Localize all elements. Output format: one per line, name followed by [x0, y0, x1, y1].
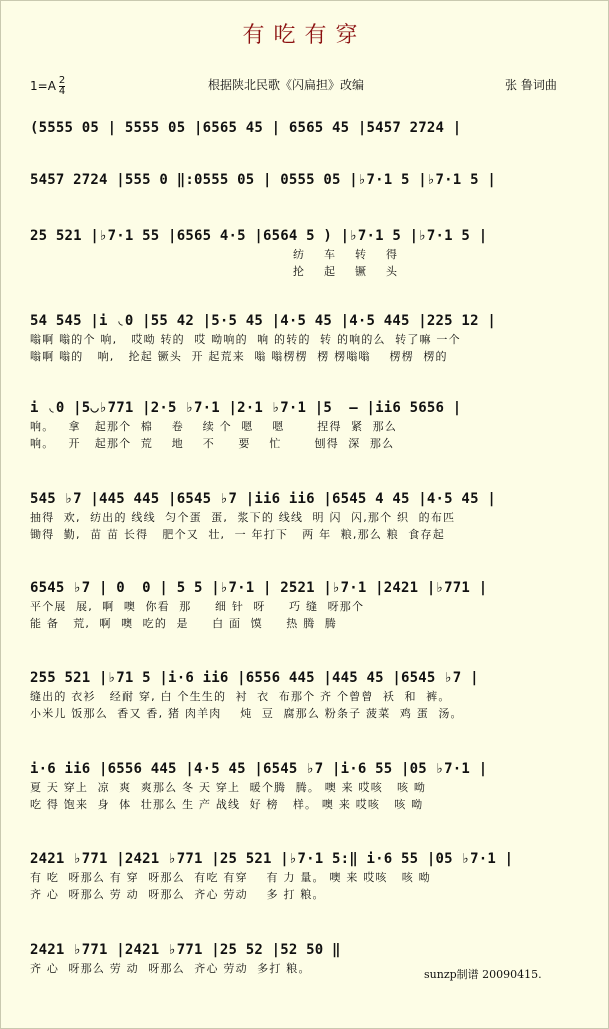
notation-line: 255 521 |♭71 5 |i·6 ii6 |6556 445 |445 45 |6545 ♭7 | [30, 670, 479, 686]
composer-credit: 张 鲁词曲 [505, 78, 557, 92]
lyric-line: 纺 车 转 得 [30, 248, 399, 261]
lyric-line: 齐 心 呀那么 劳 动 呀那么 齐心 劳动 多 打 粮。 [30, 888, 325, 901]
score-system [30, 668, 590, 722]
lyric-line: 有 吃 呀那么 有 穿 呀那么 有吃 有穿 有 力 量。 噢 来 哎咳 咳 呦 [30, 871, 431, 884]
lyric-line: 平个展 展, 啊 噢 你看 那 细 针 呀 巧 缝 呀那个 [30, 600, 365, 613]
lyric-line: 夏 天 穿上 凉 爽 爽那么 冬 天 穿上 暖个腾 腾。 噢 来 哎咳 咳 呦 [30, 781, 427, 794]
notation-line: 2421 ♭771 |2421 ♭771 |25 521 |♭7·1 5:‖ i·6 55 |05 ♭7·1 | [30, 851, 514, 867]
lyric-line: 锄得 勤, 苗 苗 长得 肥个又 壮, 一 年打下 两 年 粮,那么 粮 食存起 [30, 528, 445, 541]
score-system [30, 398, 590, 452]
lyric-line: 齐 心 呀那么 劳 动 呀那么 齐心 劳动 多打 粮。 [30, 962, 311, 975]
score-system [30, 578, 590, 632]
song-title: 有吃有穿 [242, 23, 367, 48]
notation-line: 54 545 |i ◟0 |55 42 |5·5 45 |4·5 45 |4·5 445 |225 12 | [30, 313, 496, 329]
lyric-line: 嗡啊 嗡的个 响, 哎呦 转的 哎 呦响的 响 的转的 转 的响的么 转了嘛 一个 [30, 333, 461, 346]
lyric-line: 抽得 欢, 纺出的 线线 匀个蛋 蛋, 浆下的 线线 明 闪 闪,那个 织 的布匹 [30, 511, 456, 524]
notation-line: 545 ♭7 |445 445 |6545 ♭7 |ii6 ii6 |6545 4 45 |4·5 45 | [30, 491, 496, 507]
lyric-line: 抡 起 镢 头 [30, 265, 399, 278]
notation-line: 2421 ♭771 |2421 ♭771 |25 52 |52 50 ‖ [30, 942, 341, 958]
lyric-line: 响。 开 起那个 荒 地 不 要 忙 刨得 深 那么 [30, 437, 395, 450]
notation-line: 5457 2724 |555 0 ‖:0555 05 | 0555 05 |♭7·1 5 |♭7·1 5 | [30, 172, 496, 188]
score-system [30, 759, 590, 813]
lyric-line: 小米儿 饭那么 香又 香, 猪 肉羊肉 炖 豆 腐那么 粉条子 菠菜 鸡 蛋 汤。 [30, 707, 463, 720]
notation-line: i ◟0 |5◡♭771 |2·5 ♭7·1 |2·1 ♭7·1 |5 – |ii6 5656 | [30, 400, 462, 416]
score-system [30, 118, 590, 138]
key-signature [30, 76, 65, 97]
time-signature [59, 76, 65, 97]
lyric-line: 响。 拿 起那个 棉 卷 续 个 嗯 嗯 捏得 紧 那么 [30, 420, 398, 433]
time-denominator: 4 [58, 86, 66, 97]
transcriber-credit: sunzp制谱 20090415. [424, 968, 542, 981]
notation-line: i·6 ii6 |6556 445 |4·5 45 |6545 ♭7 |i·6 55 |05 ♭7·1 | [30, 761, 488, 777]
key-label: 1=A [30, 79, 56, 93]
lyric-line: 吃 得 饱来 身 体 壮那么 生 产 战线 好 榜 样。 噢 来 哎咳 咳 呦 [30, 798, 424, 811]
score-system [30, 170, 590, 190]
lyric-line: 缝出的 衣衫 经耐 穿, 白 个生生的 衬 衣 布那个 齐 个曾曾 袄 和 裤。 [30, 690, 451, 703]
lyric-line: 嗡啊 嗡的 响, 抡起 镢头 开 起荒来 嗡 嗡楞楞 楞 楞嗡嗡 楞楞 楞的 [30, 350, 448, 363]
source-note: 根据陕北民歌《闪扁担》改编 [208, 78, 365, 92]
notation-line: 25 521 |♭7·1 55 |6565 4·5 |6564 5 ) |♭7·1 5 |♭7·1 5 | [30, 228, 488, 244]
notation-line: 6545 ♭7 | 0 0 | 5 5 |♭7·1 | 2521 |♭7·1 |2421 |♭771 | [30, 580, 488, 596]
score-system [30, 226, 590, 280]
score-system [30, 849, 590, 903]
score-system [30, 311, 590, 365]
lyric-line: 能 备 荒, 啊 噢 吃的 是 白 面 馍 热 腾 腾 [30, 617, 337, 630]
notation-line: (5555 05 | 5555 05 |6565 45 | 6565 45 |5457 2724 | [30, 120, 462, 136]
time-numerator: 2 [58, 75, 66, 86]
score-system [30, 489, 590, 543]
